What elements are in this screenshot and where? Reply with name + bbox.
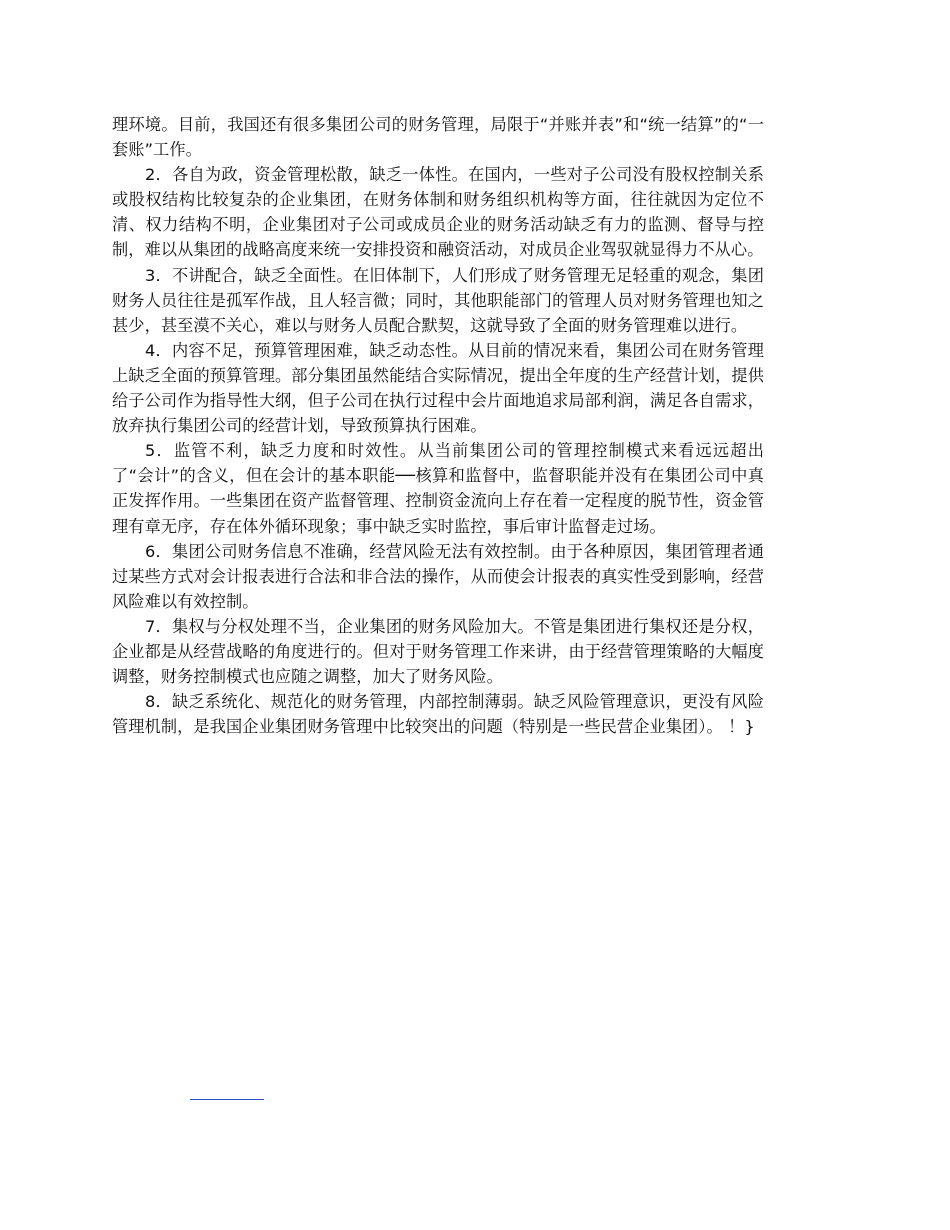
paragraph-item-3: 3．不讲配合，缺乏全面性。在旧体制下，人们形成了财务管理无足轻重的观念，集团财务人员往往是孤军作战，且人轻言微；同时，其他职能部门的管理人员对财务管理也知之甚少，甚至漠不关心，难以与财务人员配合默契，这就导致了全面的财务管理难以进行。: [112, 265, 764, 335]
footer-rule: [190, 1099, 264, 1100]
paragraph-item-2: 2．各自为政，资金管理松散，缺乏一体性。在国内，一些对子公司没有股权控制关系或股权结构比较复杂的企业集团，在财务体制和财务组织机构等方面，往往就因为定位不清、权力结构不明，企业集团对子公司或成员企业的财务活动缺乏有力的监测、督导与控制，难以从集团的战略高度来统一安排投资和融资活动，对成员企业驾驭就显得力不从心。: [112, 165, 764, 260]
paragraph-item-5: 5．监管不利，缺乏力度和时效性。从当前集团公司的管理控制模式来看远远超出了“会计”的含义，但在会计的基本职能──核算和监督中，监督职能并没有在集团公司中真正发挥作用。一些集团在资产监督管理、控制资金流向上存在着一定程度的脱节性，资金管理有章无序，存在体外循环现象；事中缺乏实时监控，事后审计监督走过场。: [112, 441, 764, 536]
paragraph-item-6: 6．集团公司财务信息不准确，经营风险无法有效控制。由于各种原因，集团管理者通过某些方式对会计报表进行合法和非合法的操作，从而使会计报表的真实性受到影响，经营风险难以有效控制。: [112, 541, 764, 611]
paragraph-intro: 理环境。目前，我国还有很多集团公司的财务管理，局限于“并账并表”和“统一结算”的“一套账”工作。: [112, 115, 764, 160]
paragraph-item-8: 8．缺乏系统化、规范化的财务管理，内部控制薄弱。缺乏风险管理意识，更没有风险管理机制，是我国企业集团财务管理中比较突出的问题（特别是一些民营企业集团）。 ！}: [112, 692, 764, 737]
paragraph-item-4: 4．内容不足，预算管理困难，缺乏动态性。从目前的情况来看，集团公司在财务管理上缺乏全面的预算管理。部分集团虽然能结合实际情况，提出全年度的生产经营计划，提供给子公司作为指导性大纲，但子公司在执行过程中会片面地追求局部利润，满足各自需求，放弃执行集团公司的经营计划，导致预算执行困难。: [112, 340, 764, 436]
document-body: [112, 112, 764, 739]
paragraph-item-7: 7．集权与分权处理不当，企业集团的财务风险加大。不管是集团进行集权还是分权，企业都是从经营战略的角度进行的。但对于财务管理工作来讲，由于经营管理策略的大幅度调整，财务控制模式也应随之调整，加大了财务风险。: [112, 616, 764, 687]
